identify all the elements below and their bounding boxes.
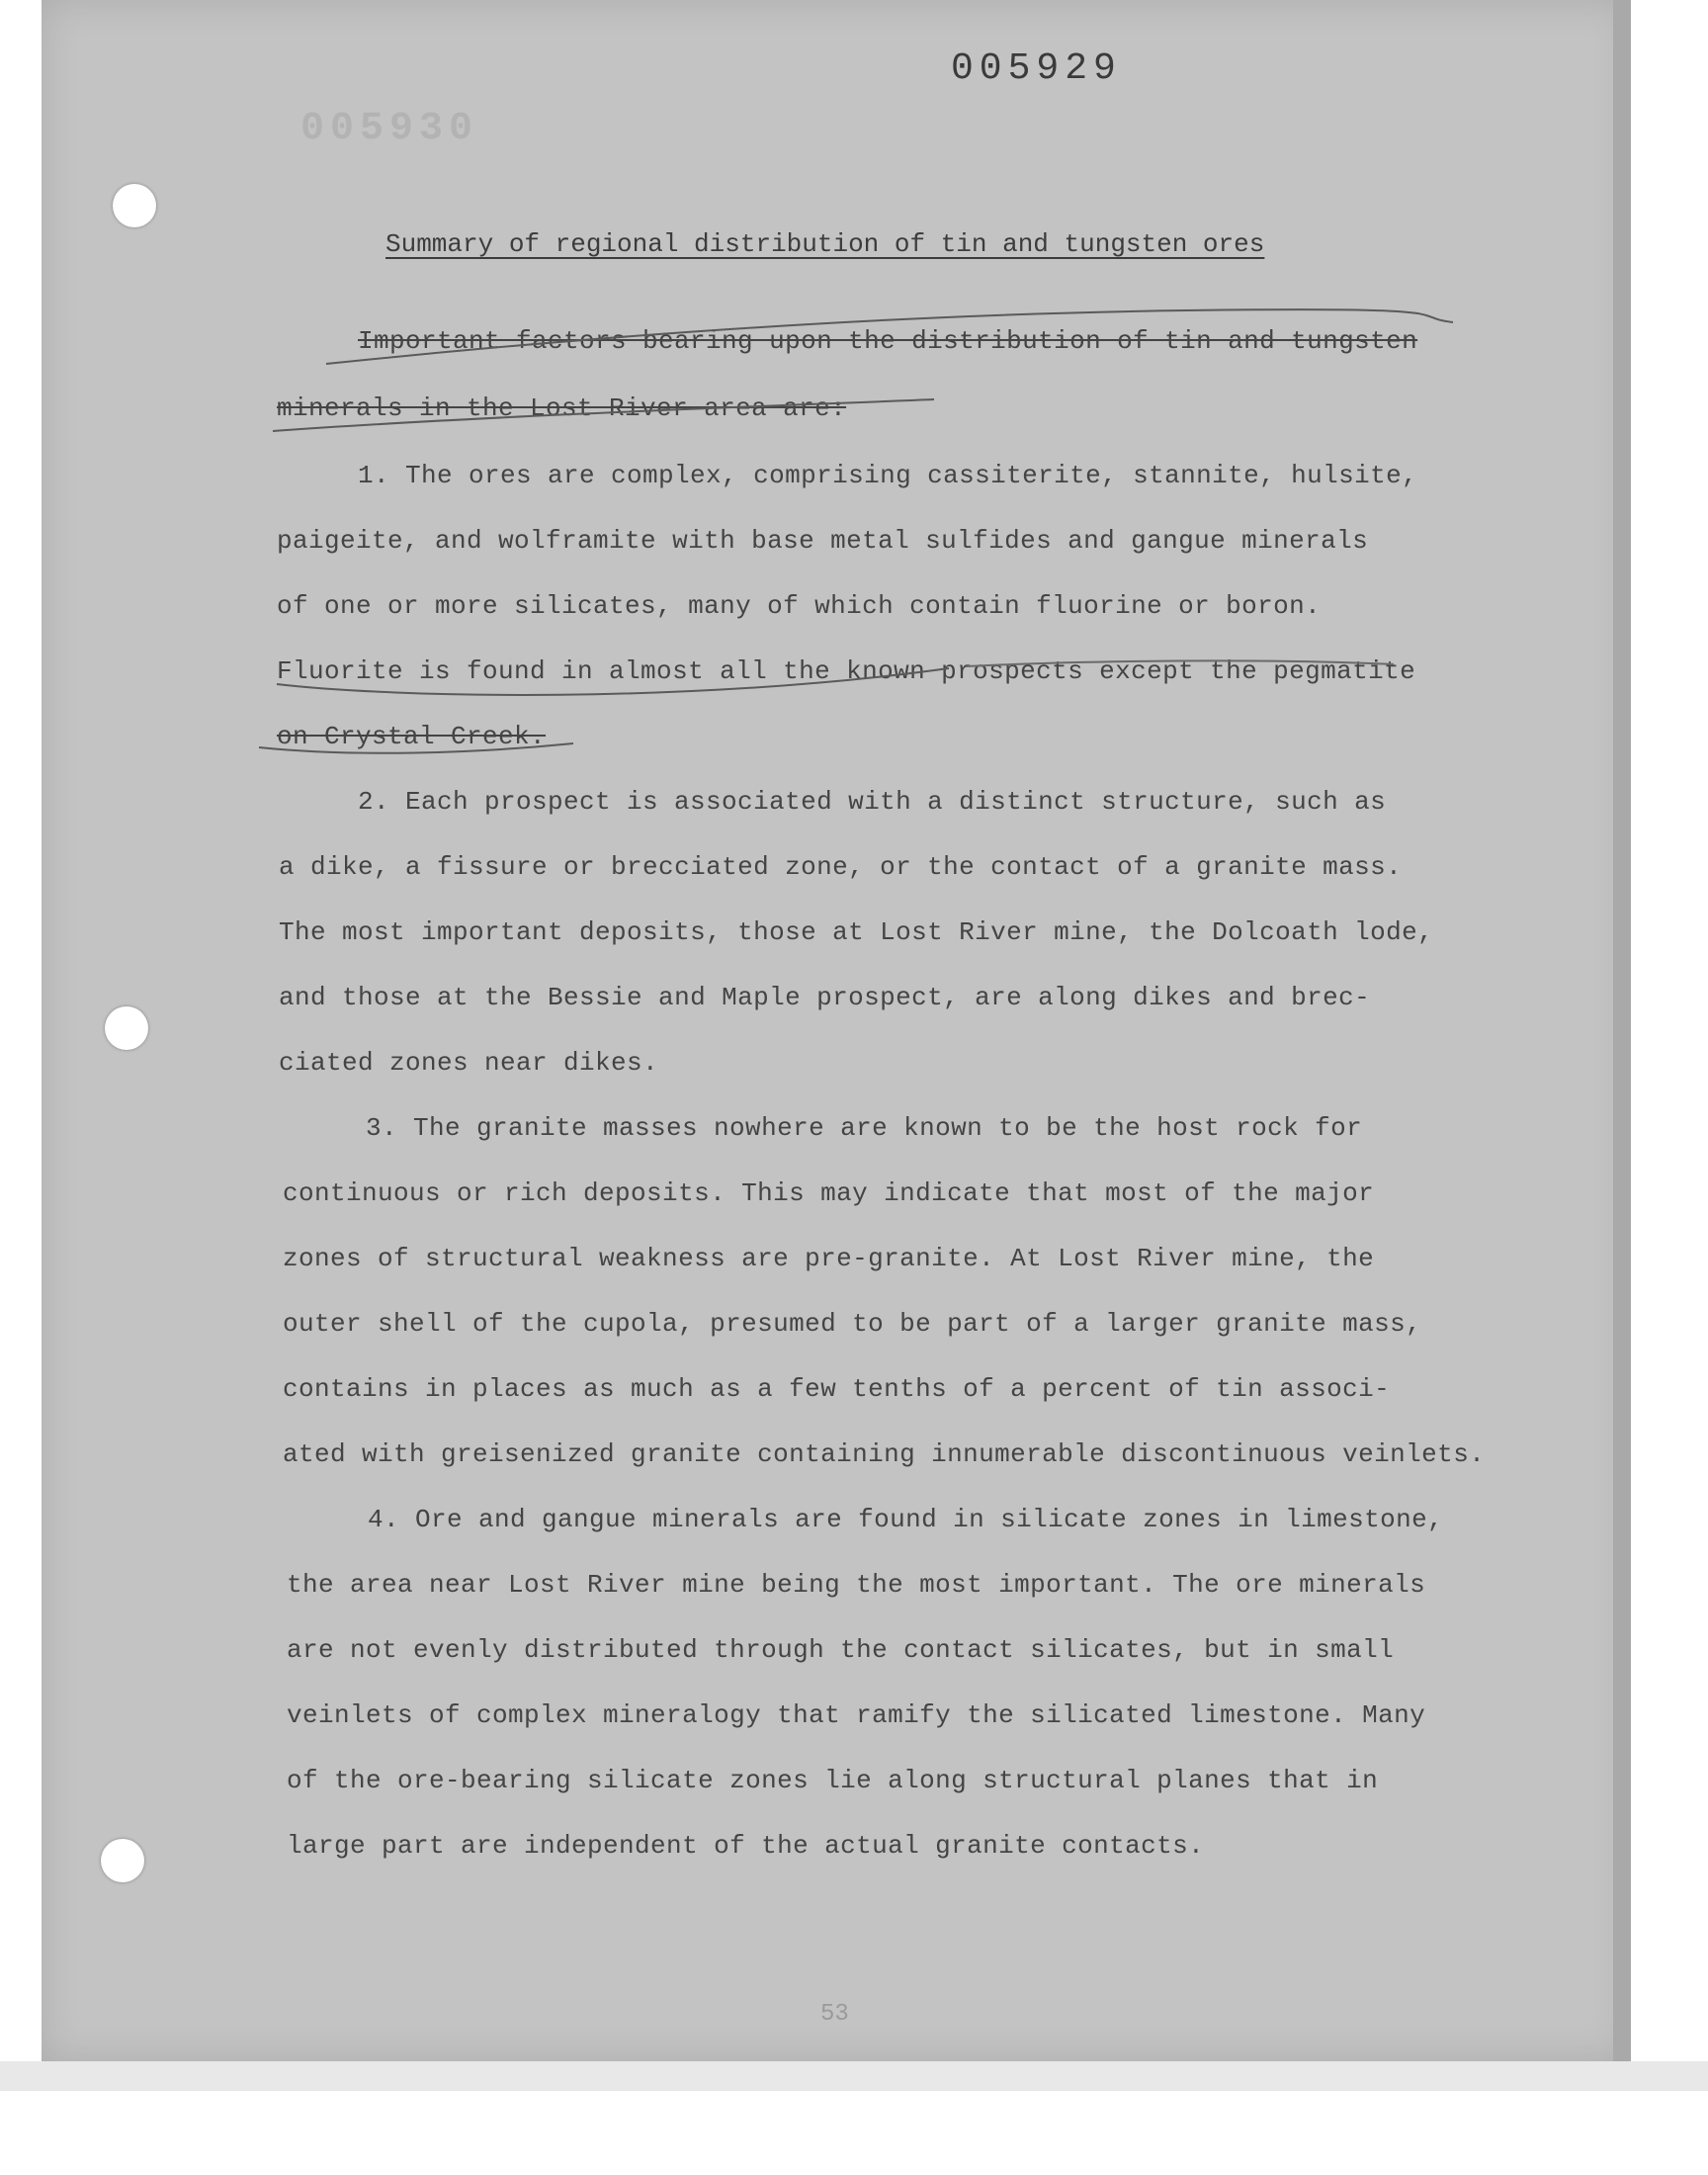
text-line: veinlets of complex mineralogy that ramify the silicated limestone. Many: [287, 1700, 1426, 1730]
text-line: large part are independent of the actual granite contacts.: [287, 1831, 1205, 1861]
document-number: 005929: [951, 47, 1122, 90]
text-line: 2. Each prospect is associated with a distinct structure, such as: [358, 787, 1387, 817]
text-line: The most important deposits, those at Lost River mine, the Dolcoath lode,: [279, 917, 1434, 947]
text-line: continuous or rich deposits. This may indicate that most of the major: [283, 1178, 1375, 1208]
text-line-struck: minerals in the Lost River area are:: [277, 393, 847, 423]
text-line: and those at the Bessie and Maple prospect, are along dikes and brec-: [279, 983, 1371, 1012]
text-line: the area near Lost River mine being the most important. The ore minerals: [287, 1570, 1426, 1600]
page-number: 53: [820, 2001, 849, 2028]
text-line-struck: Fluorite is found in almost all the known prospects except the pegmatite: [277, 656, 1416, 686]
bleed-through-number: 005930: [300, 107, 479, 151]
text-line: 3. The granite masses nowhere are known to be the host rock for: [366, 1113, 1363, 1143]
text-line: of one or more silicates, many of which contain fluorine or boron.: [277, 591, 1322, 621]
text-line: zones of structural weakness are pre-granite. At Lost River mine, the: [283, 1244, 1375, 1273]
text-line: ciated zones near dikes.: [279, 1048, 659, 1078]
text-line: contains in places as much as a few tenths of a percent of tin associ-: [283, 1374, 1391, 1404]
text-line-struck: on Crystal Creek.: [277, 722, 547, 751]
text-line: 1. The ores are complex, comprising cassiterite, stannite, hulsite,: [358, 461, 1418, 490]
text-line-struck: Important factors bearing upon the distribution of tin and tungsten: [358, 326, 1418, 356]
text-line: of the ore-bearing silicate zones lie along structural planes that in: [287, 1766, 1379, 1795]
text-line: 4. Ore and gangue minerals are found in silicate zones in limestone,: [368, 1505, 1444, 1534]
text-line: are not evenly distributed through the contact silicates, but in small: [287, 1635, 1395, 1665]
page-title: Summary of regional distribution of tin and tungsten ores: [385, 229, 1265, 259]
text-line: outer shell of the cupola, presumed to be part of a larger granite mass,: [283, 1309, 1422, 1339]
text-line: paigeite, and wolframite with base metal sulfides and gangue minerals: [277, 526, 1369, 556]
text-line: a dike, a fissure or brecciated zone, or the contact of a granite mass.: [279, 852, 1403, 882]
text-line: ated with greisenized granite containing innumerable discontinuous veinlets.: [283, 1439, 1486, 1469]
